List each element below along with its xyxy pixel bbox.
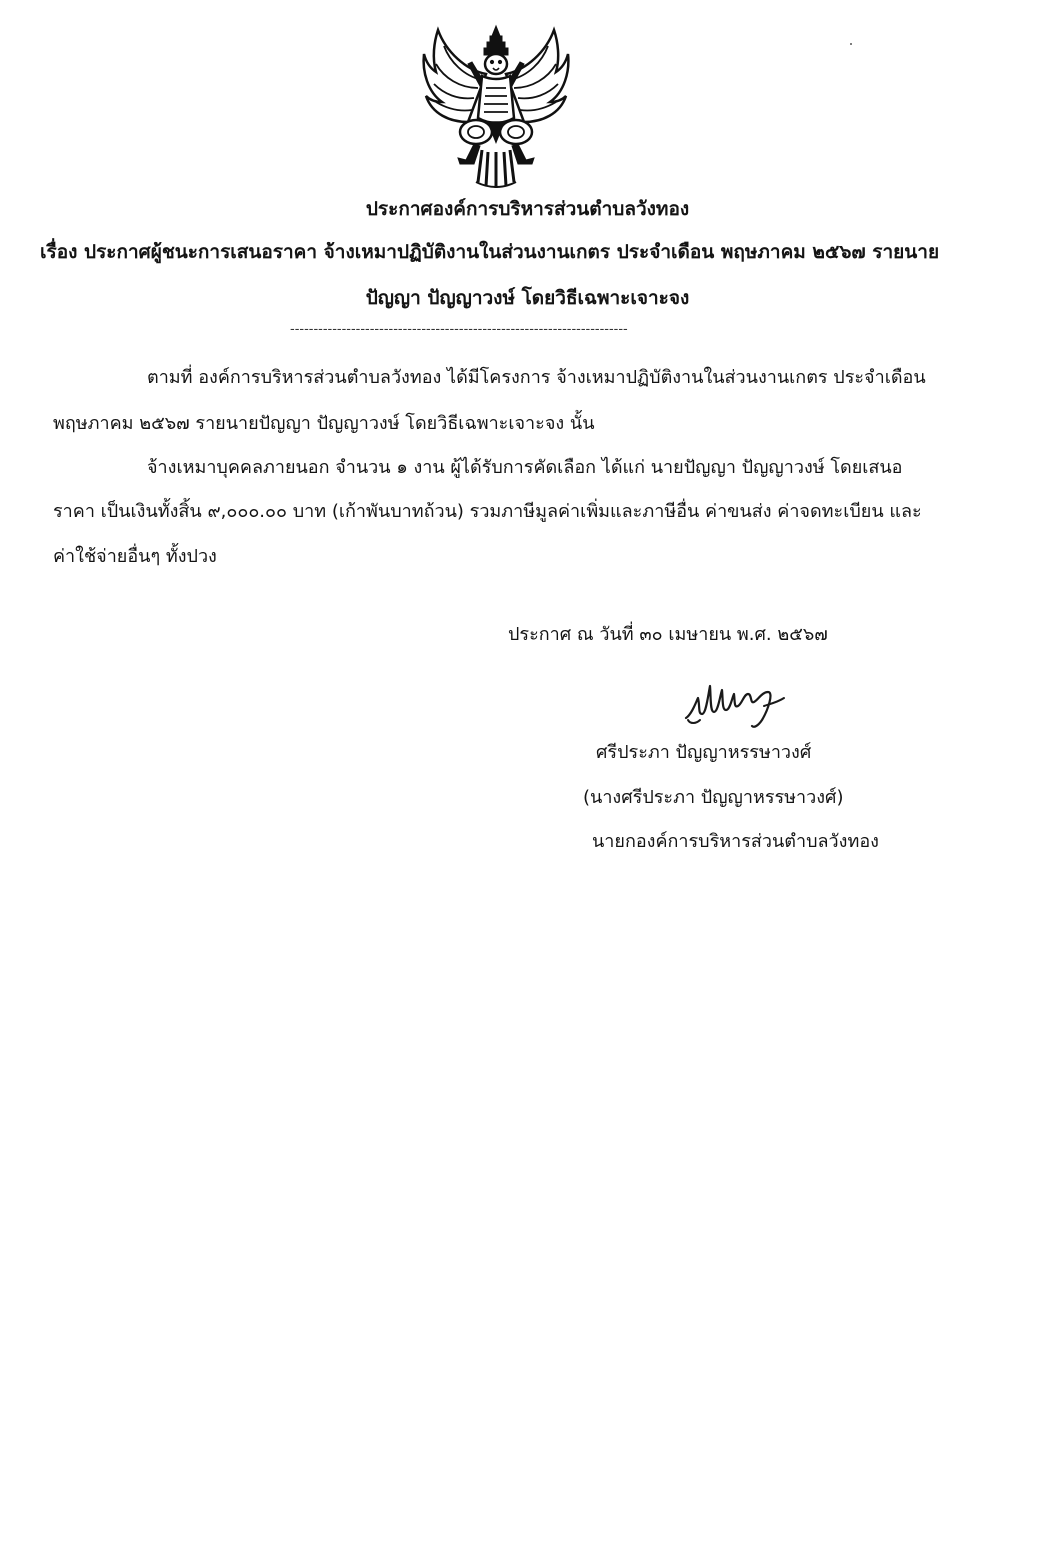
announcement-date: ประกาศ ณ วันที่ ๓๐ เมษายน พ.ศ. ๒๕๖๗ xyxy=(508,624,828,645)
signature-image xyxy=(678,680,798,732)
scan-speck xyxy=(850,43,852,45)
heading-divider: ------------------------------------------------------------------------ xyxy=(290,322,628,337)
announcement-subject-line2: ปัญญา ปัญญาวงษ์ โดยวิธีเฉพาะเจาะจง xyxy=(365,287,690,309)
garuda-emblem-icon xyxy=(416,22,576,192)
body-paragraph-2-line-3: ค่าใช้จ่ายอื่นๆ ทั้งปวง xyxy=(53,546,217,567)
signer-full-name: (นางศรีประภา ปัญญาหรรษาวงศ์) xyxy=(583,787,844,808)
announcement-org-heading: ประกาศองค์การบริหารส่วนตำบลวังทอง xyxy=(365,198,690,220)
body-paragraph-1-line-2: พฤษภาคม ๒๕๖๗ รายนายปัญญา ปัญญาวงษ์ โดยวิธีเฉพาะเจาะจง นั้น xyxy=(53,413,595,434)
body-paragraph-2-line-2: ราคา เป็นเงินทั้งสิ้น ๙,๐๐๐.๐๐ บาท (เก้าพันบาทถ้วน) รวมภาษีมูลค่าเพิ่มและภาษีอื่น ค่าขนส่ง ค่าจดทะเบียน และ xyxy=(53,501,922,522)
signer-name: ศรีประภา ปัญญาหรรษาวงศ์ xyxy=(596,742,812,763)
body-paragraph-2-line-1: จ้างเหมาบุคคลภายนอก จำนวน ๑ งาน ผู้ได้รับการคัดเลือก ได้แก่ นายปัญญา ปัญญาวงษ์ โดยเสนอ xyxy=(147,457,903,478)
body-paragraph-1-line-1: ตามที่ องค์การบริหารส่วนตำบลวังทอง ได้มีโครงการ จ้างเหมาปฏิบัติงานในส่วนงานเกตร ประจำเดือน xyxy=(147,367,926,388)
announcement-subject-line1: เรื่อง ประกาศผู้ชนะการเสนอราคา จ้างเหมาปฏิบัติงานในส่วนงานเกตร ประจำเดือน พฤษภาคม ๒๕๖๗ รายนาย xyxy=(40,241,940,263)
signer-title: นายกองค์การบริหารส่วนตำบลวังทอง xyxy=(592,831,879,852)
